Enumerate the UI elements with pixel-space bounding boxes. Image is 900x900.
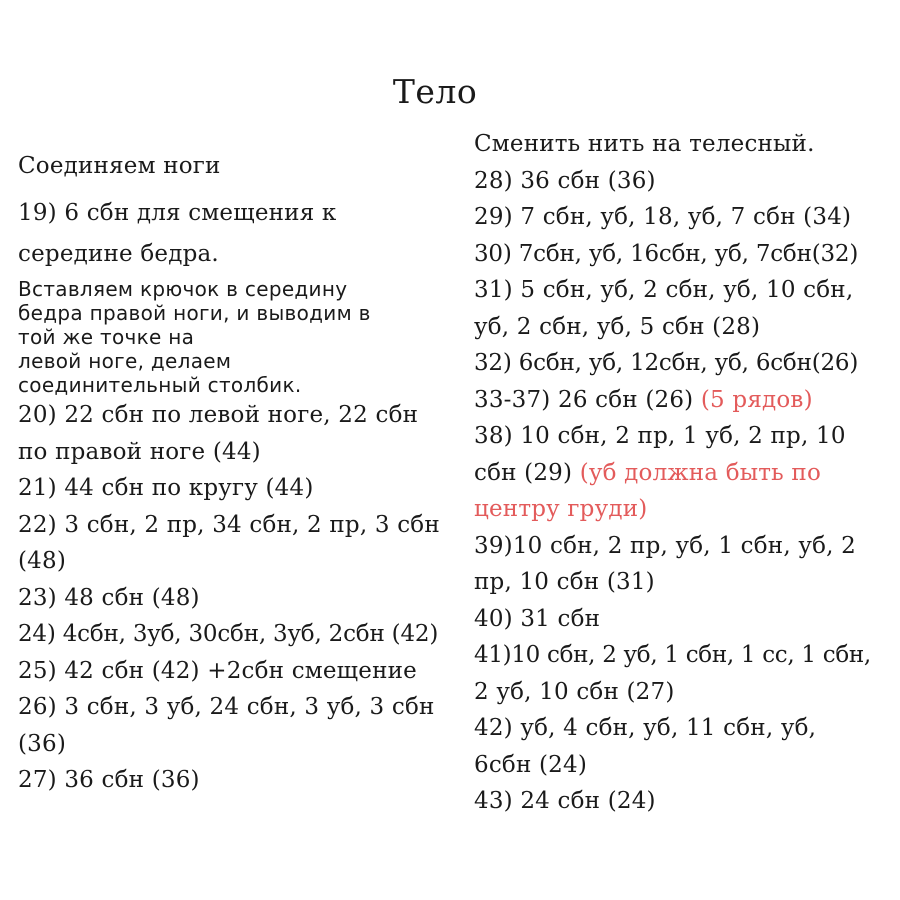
row-41-line-1: 41)10 сбн, 2 уб, 1 сбн, 1 сс, 1 сбн, — [474, 642, 871, 668]
row-line: 21) 44 сбн по кругу (44) — [18, 475, 314, 501]
note-line: левой ноге, делаем — [18, 349, 232, 373]
row-39-line-1: 39)10 сбн, 2 пр, уб, 1 сбн, уб, 2 — [474, 532, 856, 559]
page-title: Тело — [392, 72, 478, 111]
row-line: 27) 36 сбн (36) — [18, 767, 200, 793]
row-33-37-note: (5 рядов) — [700, 386, 813, 413]
row-19-line-2: середине бедра. — [18, 241, 219, 267]
left-heading: Соединяем ноги — [18, 153, 221, 179]
joining-note — [18, 277, 468, 397]
row-30: 30) 7сбн, уб, 16сбн, уб, 7сбн(32) — [474, 240, 859, 267]
row-43: 43) 24 сбн (24) — [474, 788, 656, 814]
row-line: 23) 48 сбн (48) — [18, 584, 200, 611]
row-41-line-2: 2 уб, 10 сбн (27) — [474, 678, 675, 705]
note-line: той же точке на — [18, 325, 195, 349]
row-39-line-2: пр, 10 сбн (31) — [474, 569, 655, 595]
row-19-line-1: 19) 6 сбн для смещения к — [18, 200, 337, 226]
row-29: 29) 7 сбн, уб, 18, уб, 7 сбн (34) — [474, 204, 852, 230]
row-line: (48) — [18, 548, 67, 574]
row-42-line-2: 6сбн (24) — [474, 751, 588, 778]
row-line: (36) — [18, 730, 67, 757]
right-column — [474, 126, 894, 820]
note-line: бедра правой ноги, и выводим в — [18, 301, 371, 325]
row-line: по правой ноге (44) — [18, 438, 261, 465]
row-38-note: (уб должна быть по — [579, 459, 821, 486]
row-31-line-1: 31) 5 сбн, уб, 2 сбн, уб, 10 сбн, — [474, 277, 854, 303]
row-42-line-1: 42) уб, 4 сбн, уб, 11 сбн, уб, — [474, 715, 817, 741]
row-33-37 — [474, 382, 894, 419]
row-32: 32) 6сбн, уб, 12сбн, уб, 6сбн(26) — [474, 350, 859, 376]
row-line: 25) 42 сбн (42) +2сбн смещение — [18, 657, 417, 684]
row-line: 20) 22 сбн по левой ноге, 22 сбн — [18, 402, 419, 428]
row-38-note-line-2: центру груди) — [474, 496, 648, 522]
left-column — [18, 146, 468, 799]
row-line: 24) 4сбн, 3уб, 30сбн, 3уб, 2сбн (42) — [18, 621, 439, 647]
note-line: соединительный столбик. — [18, 373, 302, 397]
row-38-line-1: 38) 10 сбн, 2 пр, 1 уб, 2 пр, 10 — [474, 423, 846, 449]
row-line: 22) 3 сбн, 2 пр, 34 сбн, 2 пр, 3 сбн — [18, 511, 440, 538]
right-heading: Сменить нить на телесный. — [474, 131, 815, 157]
row-33-37-text: 33-37) 26 сбн (26) — [474, 386, 701, 413]
row-31-line-2: уб, 2 сбн, уб, 5 сбн (28) — [474, 313, 761, 340]
row-40: 40) 31 сбн — [474, 605, 601, 632]
row-38-line-2 — [474, 455, 894, 492]
row-28: 28) 36 сбн (36) — [474, 167, 656, 194]
row-line: 26) 3 сбн, 3 уб, 24 сбн, 3 уб, 3 сбн — [18, 694, 435, 720]
row-38-text: сбн (29) — [474, 459, 580, 486]
note-line: Вставляем крючок в середину — [18, 277, 348, 301]
